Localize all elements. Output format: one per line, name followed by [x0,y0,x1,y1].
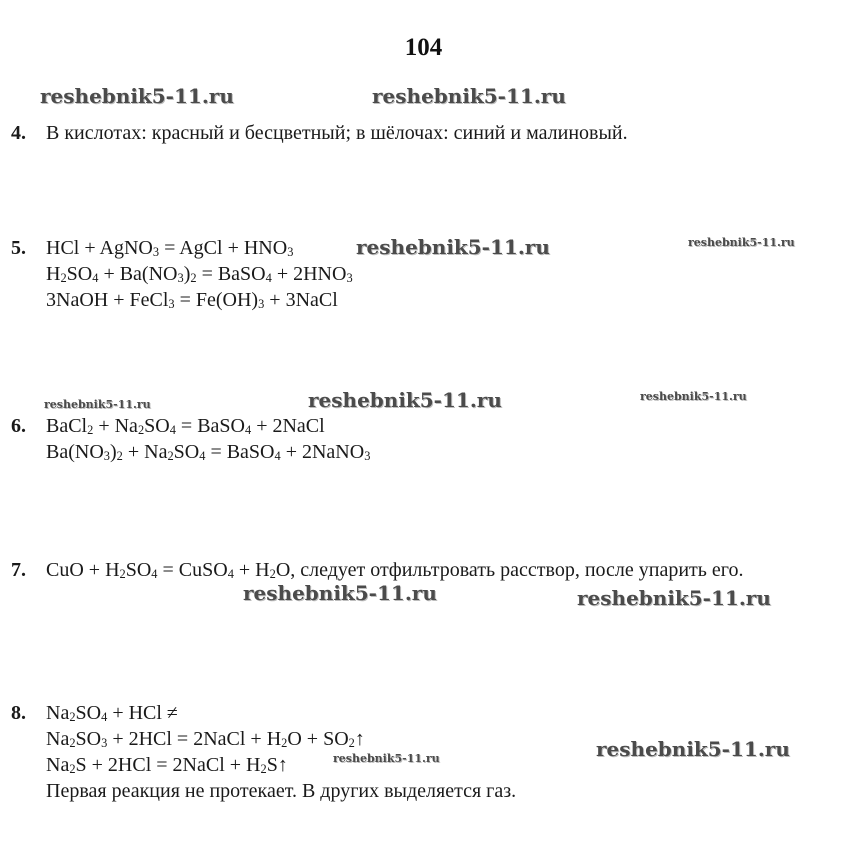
task-line: $Na_2SO_4$ + HCl ≠ [46,702,178,724]
task-line: В кислотах: красный и бесцветный; в шёлочах: синий и малиновый. [46,122,628,144]
task-body [46,413,841,465]
task-6 [11,413,841,465]
page-number: 104 [404,34,443,61]
task-line: $Na_2S + 2HCl$ = 2NaCl + $H_2S↑$ [46,754,288,776]
watermark: reshebnik5-11.ru [243,581,437,605]
task-line: $Ba(NO_3)_2 + Na_2SO_4$ = BaSO$_4$ + 2NaNO$_3$ [46,441,371,463]
watermark: reshebnik5-11.ru [640,390,747,403]
watermark: reshebnik5-11.ru [44,398,151,411]
watermark: reshebnik5-11.ru [372,84,566,108]
watermark: reshebnik5-11.ru [356,235,550,259]
watermark: reshebnik5-11.ru [688,236,795,249]
task-line: BaCl$_2$ + $Na_2SO_4$ = BaSO$_4$ + 2NaCl [46,415,325,437]
task-number: 8. [11,702,26,724]
task-line: CuO + $H_2SO_4$ = CuSO$_4$ + $H_2O$, следует отфильтровать расствор, после упарить его. [46,559,744,581]
task-number: 4. [11,122,26,144]
task-line: HCl + AgNO$_3$ = AgCl + $HNO_3$ [46,237,294,259]
task-line: Первая реакция не протекает. В других выделяется газ. [46,780,517,802]
task-number: 6. [11,415,26,437]
watermark: reshebnik5-11.ru [577,586,771,610]
task-number: 5. [11,237,26,259]
task-4 [11,120,841,146]
watermark: reshebnik5-11.ru [308,388,502,412]
task-body [46,557,841,583]
watermark: reshebnik5-11.ru [333,752,440,765]
task-line: 3NaOH + FeCl$_3$ = $Fe(OH)_3$ + 3NaCl [46,289,338,311]
task-number: 7. [11,559,26,581]
task-7 [11,557,841,583]
task-line: $H_2SO_4 + Ba(NO_3)_2$ = BaSO$_4$ + $2HNO_3$ [46,263,353,285]
task-body [46,120,841,146]
watermark: reshebnik5-11.ru [596,737,790,761]
watermark: reshebnik5-11.ru [40,84,234,108]
task-line: $Na_2SO_3 + 2HCl$ = 2NaCl + $H_2O$ + $SO_2↑$ [46,728,365,750]
